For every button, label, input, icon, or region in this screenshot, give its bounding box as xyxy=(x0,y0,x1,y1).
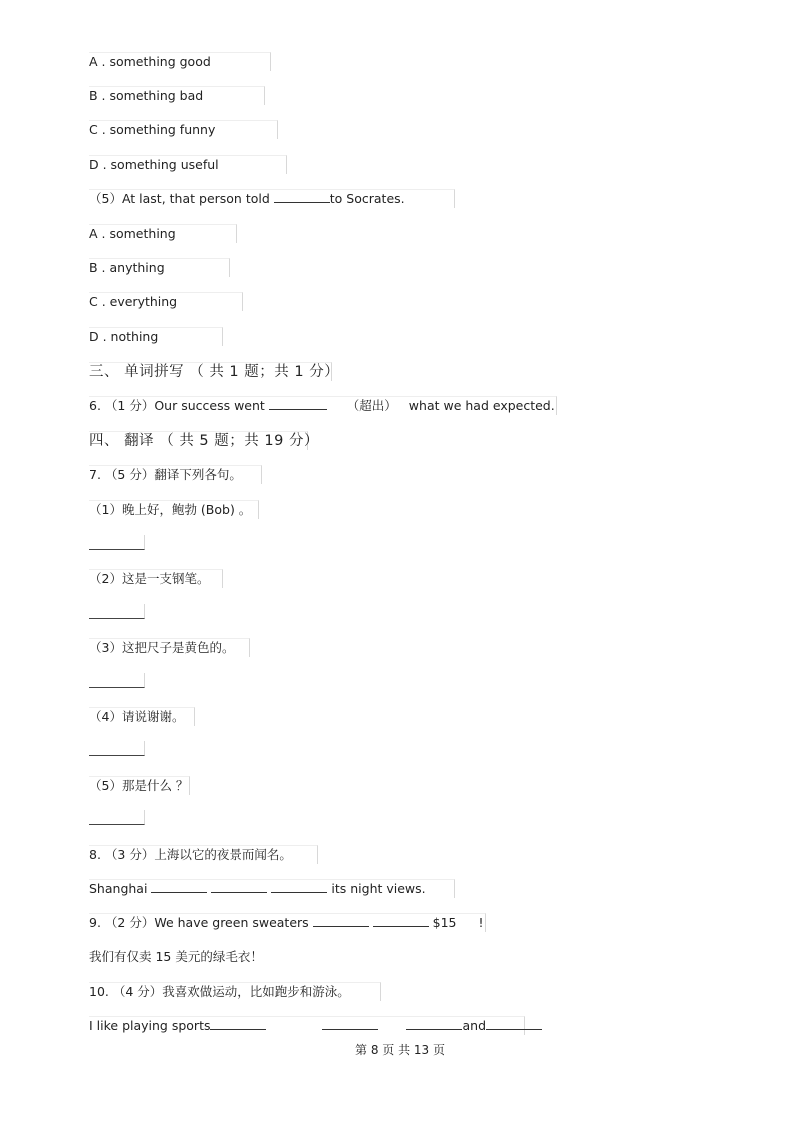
question-7-item-2: （2）这是一支钢笔。 xyxy=(89,569,223,588)
section-heading-3: 三、 单词拼写 （ 共 1 题；共 1 分） xyxy=(89,364,340,380)
question-10-sentence xyxy=(89,1016,525,1035)
page-footer: 第 8 页 共 13 页 xyxy=(355,1043,445,1057)
blank xyxy=(322,1017,378,1030)
question-7-item-4: （4）请说谢谢。 xyxy=(89,707,195,726)
answer-line[interactable] xyxy=(89,604,145,619)
blank xyxy=(274,190,330,203)
question-9-amount: $15 xyxy=(432,915,457,930)
question-10-and: and xyxy=(462,1018,487,1033)
option-q5-d: D . nothing xyxy=(89,327,223,346)
blank xyxy=(271,880,327,893)
question-8-sentence xyxy=(89,879,455,898)
section-heading-4: 四、 翻译 （ 共 5 题；共 19 分） xyxy=(89,433,319,449)
option-q4-d: D . something useful xyxy=(89,155,287,174)
answer-line[interactable] xyxy=(89,673,145,688)
question-9-end: ! xyxy=(478,915,484,930)
blank xyxy=(211,880,267,893)
option-q4-b: B . something bad xyxy=(89,86,265,105)
question-5-prefix: （5）At last, that person told xyxy=(89,191,274,206)
answer-line[interactable] xyxy=(89,741,145,756)
option-q5-a: A . something xyxy=(89,224,237,243)
blank xyxy=(406,1017,462,1030)
blank xyxy=(486,1017,542,1030)
option-q5-b: B . anything xyxy=(89,258,230,277)
question-9-chinese: 我们有仅卖 15 美元的绿毛衣！ xyxy=(89,949,263,964)
answer-line[interactable] xyxy=(89,810,145,825)
option-q5-c: C . everything xyxy=(89,292,243,311)
question-7-item-5: （5）那是什么 ？ xyxy=(89,778,189,793)
question-7-title: 7. （5 分）翻译下列各句。 xyxy=(89,465,262,484)
answer-line[interactable] xyxy=(89,535,145,550)
question-6-suffix: what we had expected. xyxy=(408,398,555,413)
question-9-prefix: 9. （2 分）We have green sweaters xyxy=(89,915,313,930)
question-9 xyxy=(89,913,486,932)
question-6-prefix: 6. （1 分）Our success went xyxy=(89,398,269,413)
blank xyxy=(313,914,369,927)
blank xyxy=(151,880,207,893)
question-5-suffix: to Socrates. xyxy=(329,191,405,206)
blank xyxy=(210,1017,266,1030)
option-q4-a: A . something good xyxy=(89,52,271,71)
question-10-prefix: I like playing sports xyxy=(89,1018,211,1033)
blank xyxy=(373,914,429,927)
question-5 xyxy=(89,189,455,208)
question-7-item-3: （3）这把尺子是黄色的。 xyxy=(89,638,250,657)
option-q4-c: C . something funny xyxy=(89,120,278,139)
blank xyxy=(269,397,327,410)
question-6 xyxy=(89,396,557,415)
question-7-item-1: （1）晚上好，鲍勃 (Bob) 。 xyxy=(89,500,259,519)
question-8-suffix: its night views. xyxy=(327,881,426,896)
question-8-prefix: Shanghai xyxy=(89,881,152,896)
question-10-title: 10. （4 分）我喜欢做运动，比如跑步和游泳。 xyxy=(89,982,381,1001)
question-8-title: 8. （3 分）上海以它的夜景而闻名。 xyxy=(89,845,318,864)
question-6-hint: （超出） xyxy=(346,398,397,413)
